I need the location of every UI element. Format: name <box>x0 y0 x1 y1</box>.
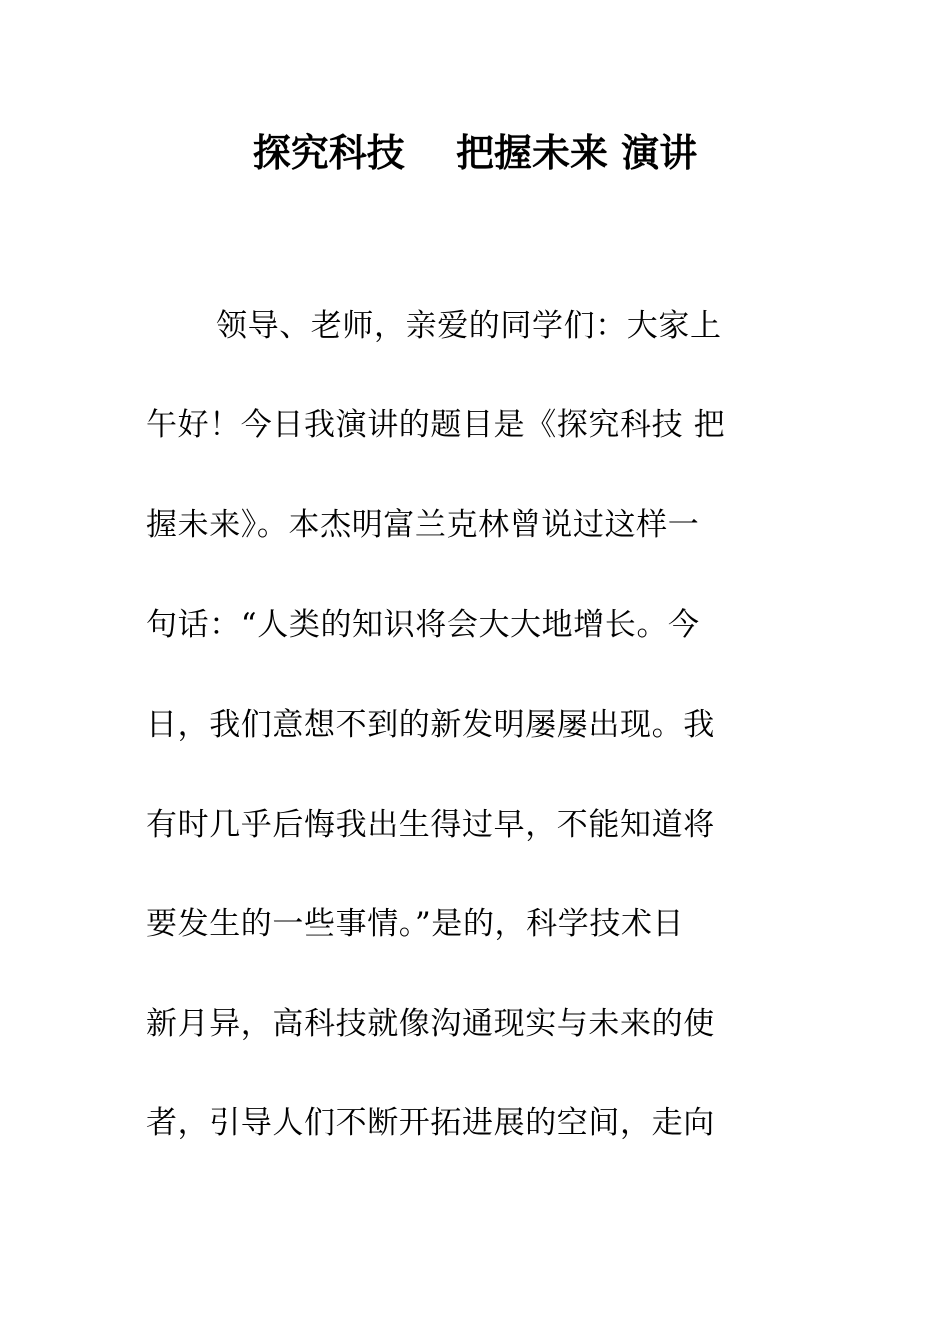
body-line-4: 句话：“人类的知识将会大大地增长。今 <box>146 607 700 643</box>
body-line-9: 者，引导人们不断开拓进展的空间，走向 <box>146 1105 715 1141</box>
body-line-6: 有时几乎后悔我出生得过早，不能知道将 <box>146 807 715 843</box>
body-line-3: 握未来》。本杰明富兰克林曾说过这样一 <box>146 507 700 543</box>
body-line-8: 新月异，高科技就像沟通现实与未来的使 <box>146 1006 715 1042</box>
body-line-2: 午好！今日我演讲的题目是《探究科技 把 <box>146 407 726 443</box>
body-line-5: 日，我们意想不到的新发明屡屡出现。我 <box>146 707 715 743</box>
body-line-1: 领导、老师，亲爱的同学们：大家上 <box>216 308 722 344</box>
document-title: 探究科技 把握未来 演讲 <box>252 130 698 175</box>
body-line-7: 要发生的一些事情。”是的，科学技术日 <box>146 906 685 942</box>
